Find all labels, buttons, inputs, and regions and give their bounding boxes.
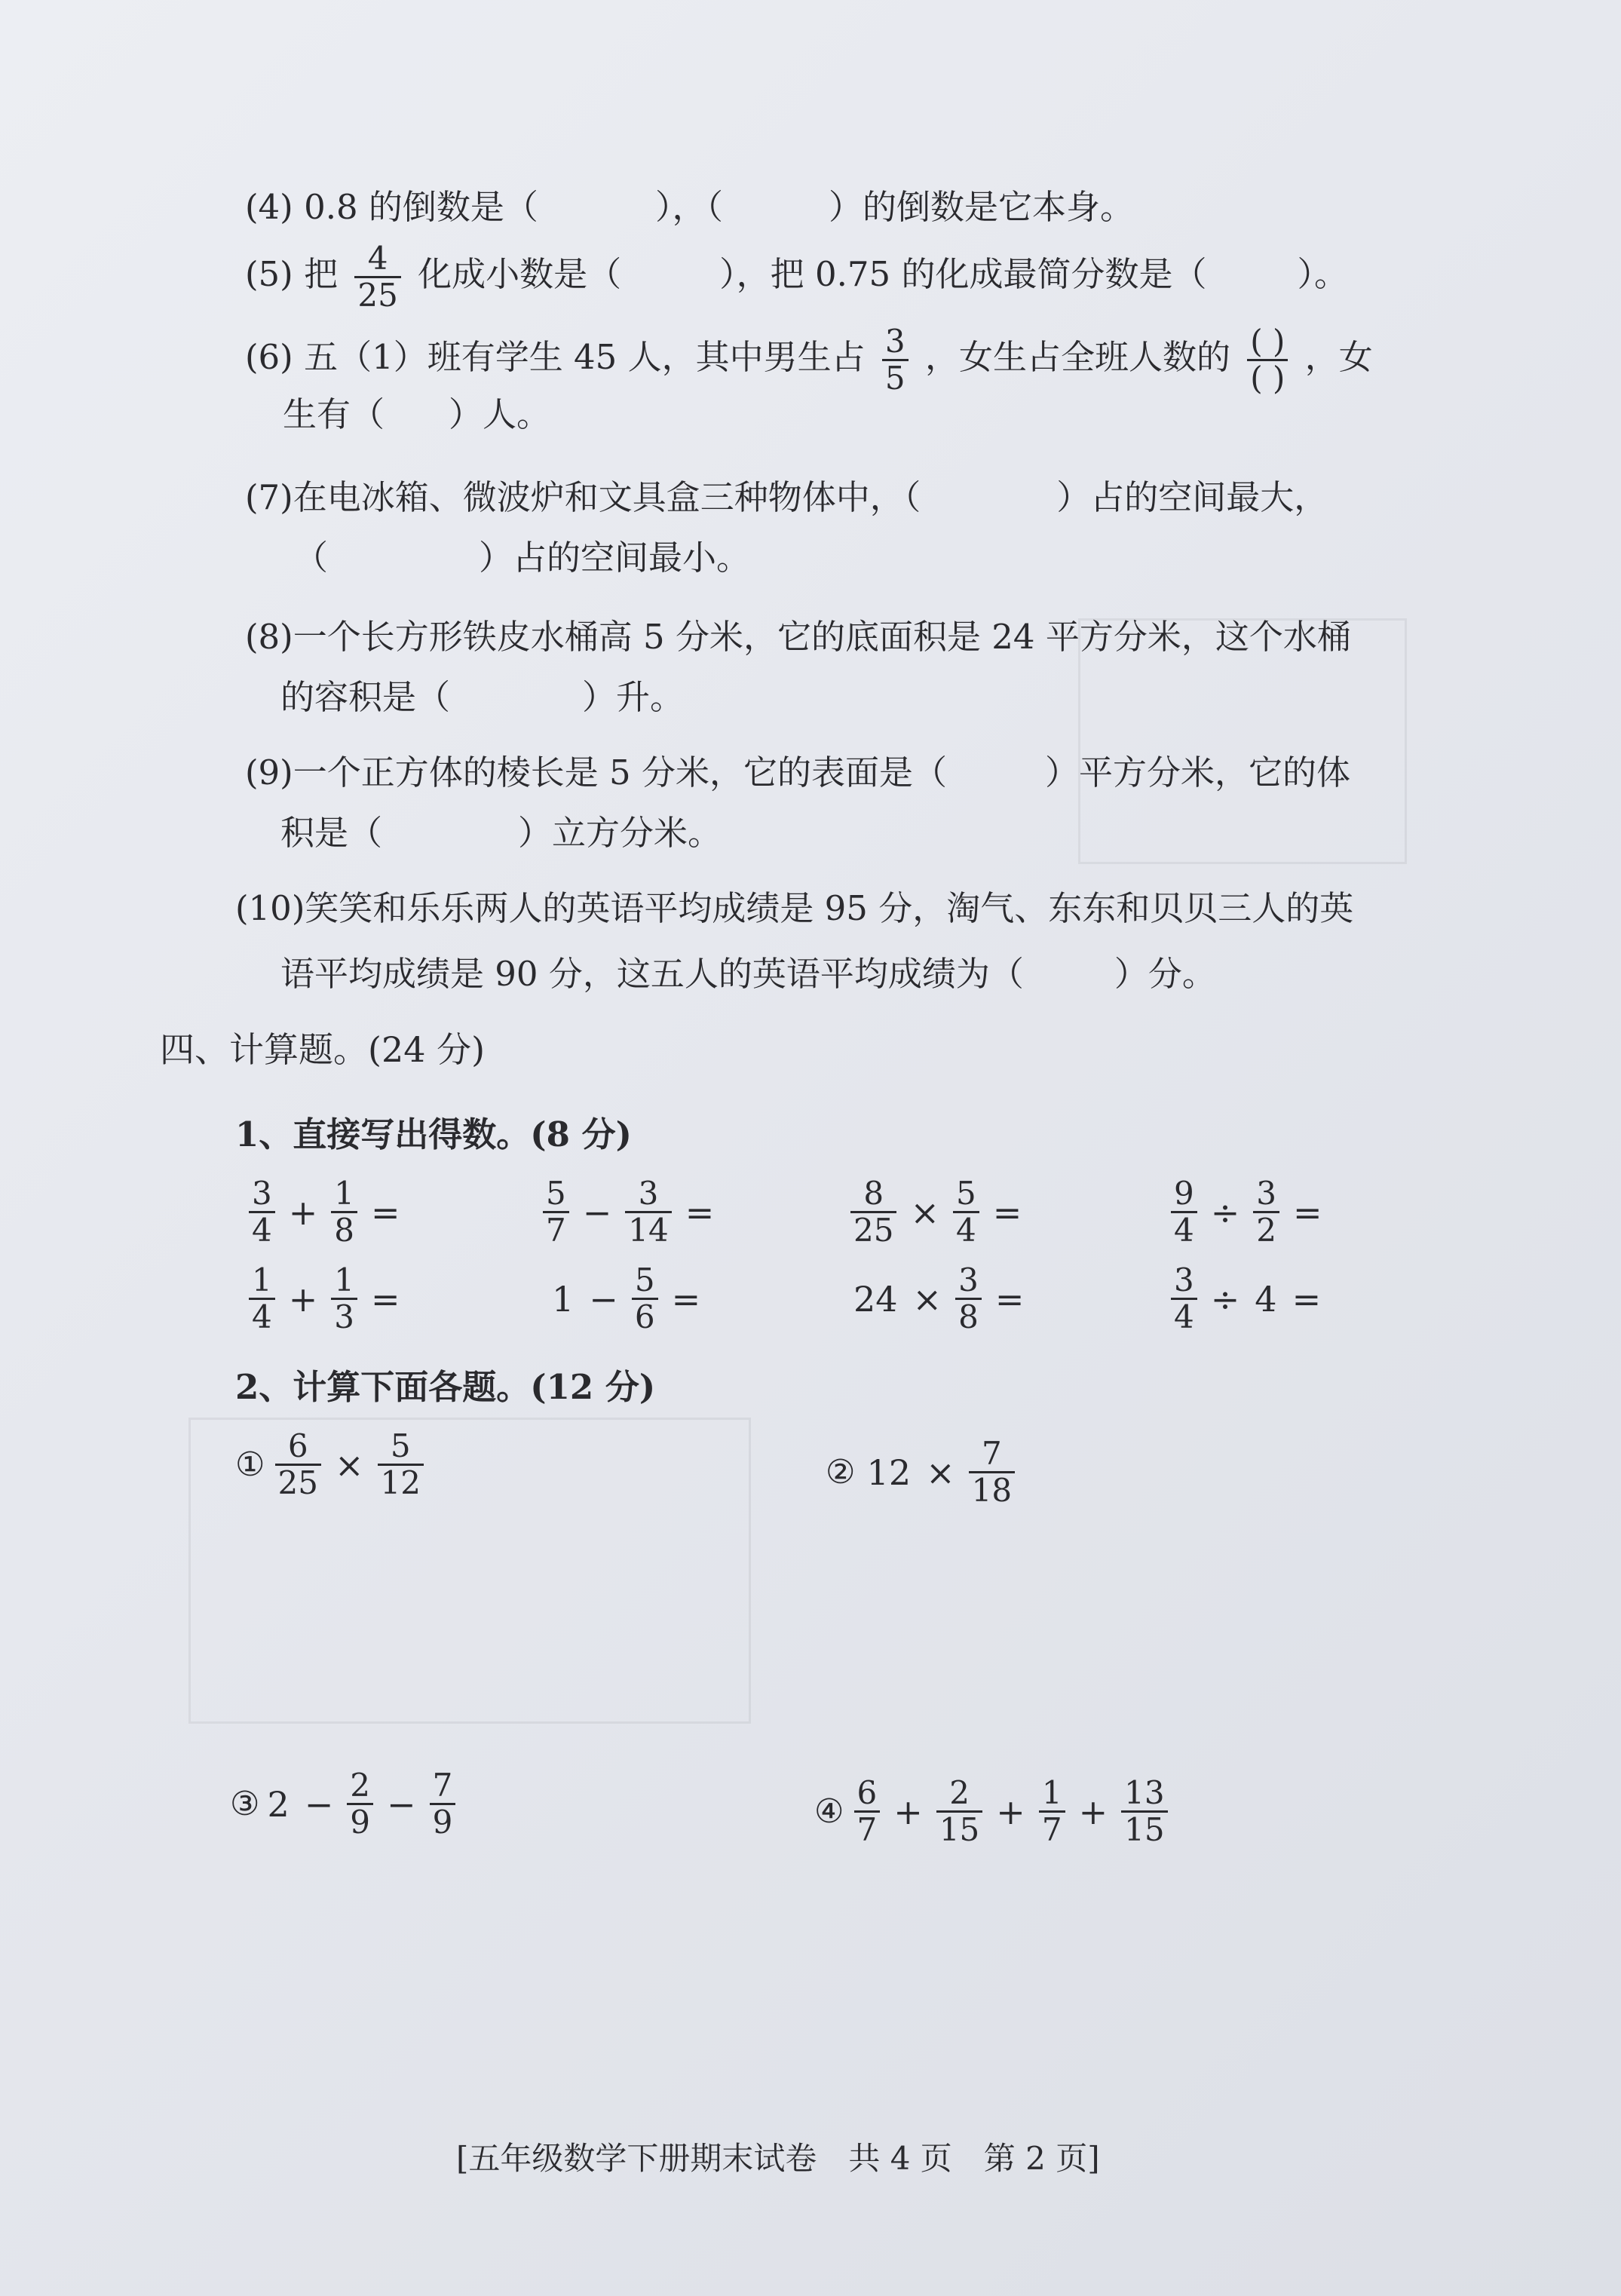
question-text: ）占的空间最小。	[479, 538, 751, 578]
question-text: 一个正方体的棱长是 5 分米，它的表面是（	[293, 753, 947, 792]
question-text: ，女	[1304, 337, 1373, 377]
oral-calc-item: $\frac{3}{4}$ + $\frac{1}{8}$ =	[243, 1176, 408, 1248]
question-text: 笑笑和乐乐两人的英语平均成绩是 95 分，淘气、东东和贝贝三人的英	[305, 888, 1354, 928]
question-text: 五（1）班有学生 45 人，其中男生占	[304, 337, 866, 377]
question-text: ）占的空间最大，	[1056, 477, 1328, 517]
question-number: (6)	[245, 337, 293, 377]
calc-problem-2: ② 12 × $\frac{7}{18}$	[826, 1436, 1021, 1508]
question-10-line-1	[235, 886, 1353, 931]
oral-calc-item: $\frac{8}{25}$ × $\frac{5}{4}$ =	[844, 1176, 1029, 1248]
oral-calc-item: $\frac{1}{4}$ + $\frac{1}{3}$ =	[243, 1263, 408, 1335]
question-4	[245, 185, 1134, 230]
part1-title: 1、直接写出得数。(8 分)	[235, 1114, 632, 1154]
question-text: ），（	[654, 187, 723, 227]
question-number: (8)	[245, 617, 293, 657]
question-number: (5)	[245, 254, 293, 294]
question-text: 生有（	[283, 394, 385, 434]
question-text: 积是（	[280, 813, 383, 853]
question-text: ）分。	[1114, 954, 1216, 994]
question-6-line-1	[245, 324, 1373, 396]
calc-problem-3: ③ 2 − $\frac{2}{9}$ − $\frac{7}{9}$	[230, 1768, 461, 1840]
question-text: 0.8 的倒数是（	[304, 187, 538, 227]
calc-problem-4: ④ $\frac{6}{7}$ + $\frac{2}{15}$ + $\frac{1}{7}$ + $\frac{13}{15}$	[814, 1776, 1174, 1847]
question-number: (10)	[235, 888, 305, 928]
question-9-line-1	[245, 750, 1350, 795]
question-text: ）人。	[449, 394, 551, 434]
question-7-line-2	[294, 535, 750, 581]
question-5	[245, 241, 1348, 313]
question-text: ）立方分米。	[518, 813, 722, 853]
fraction: $\frac{4}{25}$	[354, 241, 400, 313]
question-8-line-1	[245, 615, 1351, 660]
question-10-line-2	[280, 952, 1216, 997]
question-9-line-2	[280, 811, 722, 856]
oral-calc-item: 1 − $\frac{5}{6}$ =	[552, 1261, 701, 1335]
question-text: 把	[304, 254, 339, 294]
section-title: 四、计算题。(24 分)	[160, 1029, 486, 1070]
question-text: ，女生占全班人数的	[924, 337, 1230, 377]
question-text: ）的倒数是它本身。	[828, 187, 1134, 227]
oral-calc-item: $\frac{5}{7}$ − $\frac{3}{14}$ =	[537, 1176, 722, 1248]
question-text: ）升。	[582, 677, 685, 717]
question-text: 在电冰箱、微波炉和文具盒三种物体中，（	[293, 477, 921, 517]
question-text: 一个长方形铁皮水桶高 5 分米，它的底面积是 24 平方分米，这个水桶	[293, 617, 1351, 657]
question-7-line-1	[245, 475, 1328, 520]
oral-calc-item: 24 × $\frac{3}{8}$ =	[853, 1261, 1025, 1335]
question-text: 化成小数是（	[418, 254, 622, 294]
page-footer: [五年级数学下册期末试卷 共 4 页 第 2 页]	[456, 2140, 1100, 2177]
question-number: (9)	[245, 753, 293, 792]
blank-fraction: $\frac{( )}{( )}$	[1247, 324, 1288, 396]
problem-marker: ①	[235, 1445, 265, 1484]
question-text: ）。	[1297, 254, 1348, 294]
question-number: (4)	[245, 187, 293, 227]
question-6-line-2	[283, 392, 550, 437]
question-text: （	[294, 538, 329, 578]
question-text: 语平均成绩是 90 分，这五人的英语平均成绩为（	[280, 954, 1024, 994]
question-text: 的容积是（	[280, 677, 451, 717]
oral-calc-item: $\frac{9}{4}$ ÷ $\frac{3}{2}$ =	[1165, 1176, 1330, 1248]
part2-title: 2、计算下面各题。(12 分)	[235, 1367, 656, 1407]
question-text: ），把 0.75 的化成最简分数是（	[719, 254, 1207, 294]
calc-problem-1: ① $\frac{6}{25}$ × $\frac{5}{12}$	[235, 1429, 430, 1501]
problem-marker: ②	[826, 1453, 856, 1491]
question-number: (7)	[245, 477, 293, 517]
problem-marker: ④	[814, 1792, 844, 1831]
question-8-line-2	[280, 675, 684, 720]
problem-marker: ③	[230, 1785, 260, 1823]
question-text: ）平方分米，它的体	[1045, 753, 1351, 792]
fraction: $\frac{3}{5}$	[882, 324, 909, 396]
oral-calc-item: $\frac{3}{4}$ ÷ 4 =	[1165, 1263, 1328, 1335]
